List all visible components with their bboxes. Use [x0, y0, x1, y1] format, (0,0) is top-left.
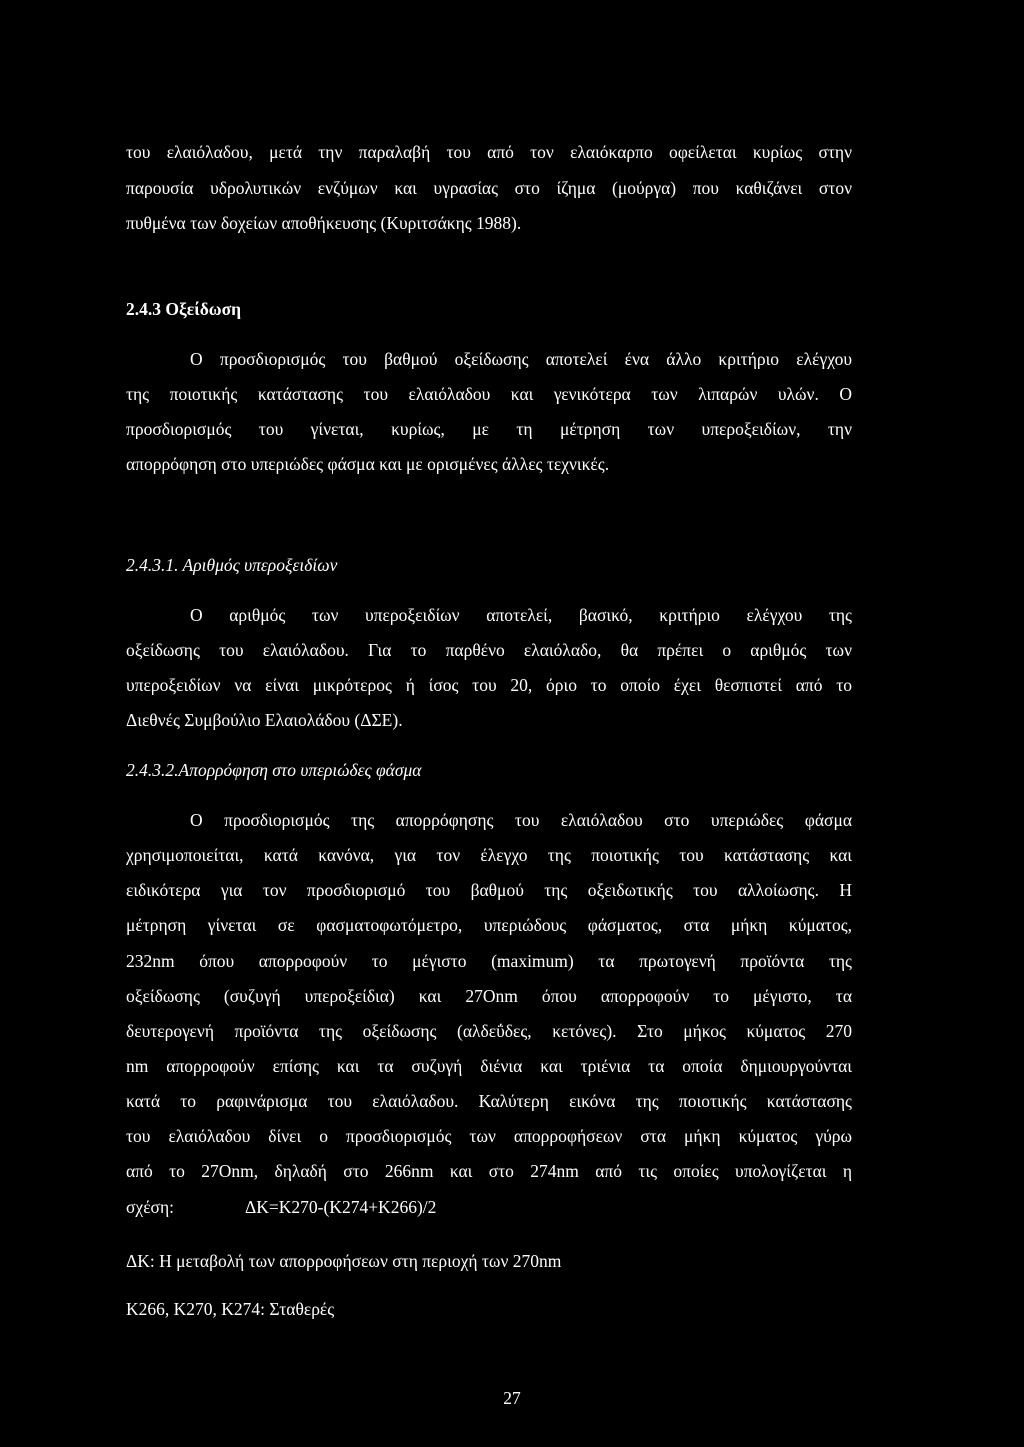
text-line: του ελαιόλαδου, μετά την παραλαβή του από τον ελαιόκαρπο οφείλεται κυρίως στην — [126, 142, 852, 162]
text-line: Ο προσδιορισμός του βαθμού οξείδωσης αποτελεί ένα άλλο κριτήριο ελέγχου — [190, 349, 852, 369]
text-line: του ελαιόλαδου δίνει ο προσδιορισμός των απορροφήσεων στα μήκη κύματος γύρω — [126, 1126, 852, 1146]
text-line: οξείδωσης του ελαιόλαδου. Για το παρθένο ελαιόλαδο, θα πρέπει ο αριθμός των — [126, 640, 852, 660]
text-line: προσδιορισμός του γίνεται, κυρίως, με τη μέτρηση των υπεροξειδίων, την — [126, 419, 852, 439]
relation-label: σχέση: — [126, 1197, 174, 1217]
text-line: χρησιμοποιείται, κατά κανόνα, για τον έλεγχο της ποιοτικής του κατάστασης και — [126, 845, 852, 865]
text-line: Ο αριθμός των υπεροξειδίων αποτελεί, βασικό, κριτήριο ελέγχου της — [190, 605, 852, 625]
text-line: απορρόφηση στο υπεριώδες φάσμα και με ορισμένες άλλες τεχνικές. — [126, 454, 610, 474]
page-number: 27 — [503, 1388, 521, 1408]
text-line: nm απορροφούν επίσης και τα συζυγή διένια και τριένια τα οποία δημιουργούνται — [126, 1056, 852, 1076]
text-line: της ποιοτικής κατάστασης του ελαιόλαδου και γενικότερα των λιπαρών υλών. Ο — [126, 384, 852, 404]
text-line: δευτερογενή προϊόντα της οξείδωσης (αλδεΰδες, κετόνες). Στο μήκος κύματος 270 — [126, 1021, 852, 1041]
text-line: Διεθνές Συμβούλιο Ελαιολάδου (ΔΣΕ). — [126, 710, 403, 730]
text-line: πυθμένα των δοχείων αποθήκευσης (Κυριτσάκης 1988). — [126, 213, 522, 233]
text-line: από το 27Onm, δηλαδή στο 266nm και στο 274nm από τις οποίες υπολογίζεται η — [126, 1161, 852, 1181]
text-line: ειδικότερα για τον προσδιορισμό του βαθμού της οξειδωτικής του αλλοίωσης. Η — [126, 880, 852, 900]
text-line: παρουσία υδρολυτικών ενζύμων και υγρασίας στο ίζημα (μούργα) που καθιζάνει στον — [126, 178, 852, 198]
subsection-heading: 2.4.3.2.Απορρόφηση στο υπεριώδες φάσμα — [126, 760, 422, 780]
definition-line: Κ266, Κ270, Κ274: Σταθερές — [126, 1299, 335, 1319]
text-line: μέτρηση γίνεται σε φασματοφωτόμετρο, υπεριώδους φάσματος, στα μήκη κύματος, — [126, 915, 852, 935]
section-heading: 2.4.3 Οξείδωση — [126, 299, 242, 319]
text-line: 232nm όπου απορροφούν το μέγιστο (maximum) τα πρωτογενή προϊόντα της — [126, 951, 852, 971]
subsection-heading: 2.4.3.1. Αριθμός υπεροξειδίων — [126, 555, 338, 575]
text-line: κατά το ραφινάρισμα του ελαιόλαδου. Καλύτερη εικόνα της ποιοτικής κατάστασης — [126, 1091, 852, 1111]
text-line: οξείδωσης (συζυγή υπεροξείδια) και 27Onm όπου απορροφούν το μέγιστο, τα — [126, 986, 852, 1006]
text-line: υπεροξειδίων να είναι μικρότερος ή ίσος του 20, όριο το οποίο έχει θεσπιστεί από το — [126, 675, 852, 695]
definition-line: ΔΚ: Η μεταβολή των απορροφήσεων στη περιοχή των 270nm — [126, 1251, 562, 1271]
formula: ΔΚ=Κ270-(Κ274+Κ266)/2 — [245, 1197, 437, 1217]
text-line: Ο προσδιορισμός της απορρόφησης του ελαιόλαδου στο υπεριώδες φάσμα — [190, 810, 852, 830]
